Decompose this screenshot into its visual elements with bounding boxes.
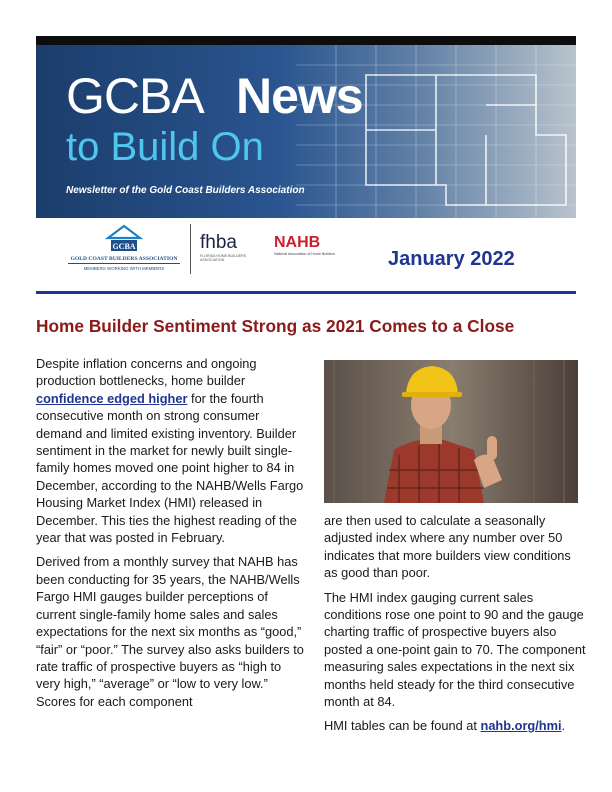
gcba-roof-icon bbox=[66, 222, 182, 256]
gcba-logo-rule bbox=[68, 263, 180, 264]
nahb-logo-text: NAHB bbox=[274, 234, 321, 251]
gcba-logo bbox=[66, 222, 182, 278]
fhba-logo-text: fhba bbox=[200, 232, 237, 253]
paragraph-text: Despite inflation concerns and ongoing production bottlenecks, home builder bbox=[36, 356, 257, 389]
gcba-logo-motto: MEMBERS WORKING WITH MEMBERS bbox=[83, 266, 165, 271]
fhba-logo bbox=[200, 232, 264, 262]
masthead-banner bbox=[36, 45, 576, 218]
fhba-logo-sub: FLORIDA HOME BUILDERS ASSOCIATION bbox=[200, 254, 247, 262]
article-paragraph bbox=[36, 355, 306, 546]
nahb-logo-sub: National Association of Home Builders bbox=[274, 252, 335, 256]
builder-thumbs-up-image bbox=[324, 360, 578, 503]
article-headline: Home Builder Sentiment Strong as 2021 Comes to a Close bbox=[36, 316, 515, 336]
logo-divider bbox=[190, 224, 191, 274]
header-rule bbox=[36, 291, 576, 294]
nahb-hmi-link[interactable]: nahb.org/hmi bbox=[480, 718, 562, 734]
nahb-logo bbox=[274, 234, 344, 256]
paragraph-text: HMI tables can be found at bbox=[324, 718, 481, 734]
article-column-right bbox=[324, 512, 586, 742]
svg-text:GCBA: GCBA bbox=[112, 242, 136, 251]
article-paragraph: are then used to calculate a seasonally adjusted index where any number over 50 indicates that more builders view conditions as good than poor. bbox=[324, 513, 571, 581]
association-logos bbox=[66, 222, 346, 282]
article-paragraph bbox=[324, 717, 586, 734]
confidence-link[interactable]: confidence edged higher bbox=[36, 390, 188, 406]
paragraph-text: . bbox=[561, 718, 566, 734]
builder-photo bbox=[324, 360, 578, 503]
article-column-left bbox=[36, 355, 306, 717]
gcba-logo-name: GOLD COAST BUILDERS ASSOCIATION bbox=[70, 256, 178, 262]
article-paragraph: The HMI index gauging current sales conditions rose one point to 90 and the gauge charting traffic of prospective buyers also posted a one-point gain to 70. The component measuring sales expectations in the next six months held steady for the third consecutive month at 84. bbox=[324, 589, 586, 710]
top-bar bbox=[36, 36, 576, 45]
article-paragraph: Derived from a monthly survey that NAHB has been conducting for 35 years, the NAHB/Wells Fargo HMI gauges builder perceptions of current single-family home sales and sales expectations for the next six months as “good,” “fair” or “poor.” The survey also asks builders to rate traffic of prospective buyers as “high to very high,” “average” or “low to very low.” Scores for each component bbox=[36, 554, 304, 709]
issue-date: January 2022 bbox=[388, 248, 515, 270]
masthead-news: News bbox=[236, 68, 363, 124]
masthead-subtitle: Newsletter of the Gold Coast Builders Association bbox=[66, 185, 305, 196]
masthead-gcba: GCBA bbox=[66, 68, 204, 124]
paragraph-text: for the fourth consecutive month on strong consumer demand and limited existing inventory. Builder sentiment in the market for newly built single-family homes moved one point higher to 84 in December, according to the NAHB/Wells Fargo Housing Market Index (HMI) released in December. This ties the highest reading of the year that was posted in February. bbox=[36, 390, 304, 546]
masthead-tagline: to Build On bbox=[66, 125, 264, 169]
